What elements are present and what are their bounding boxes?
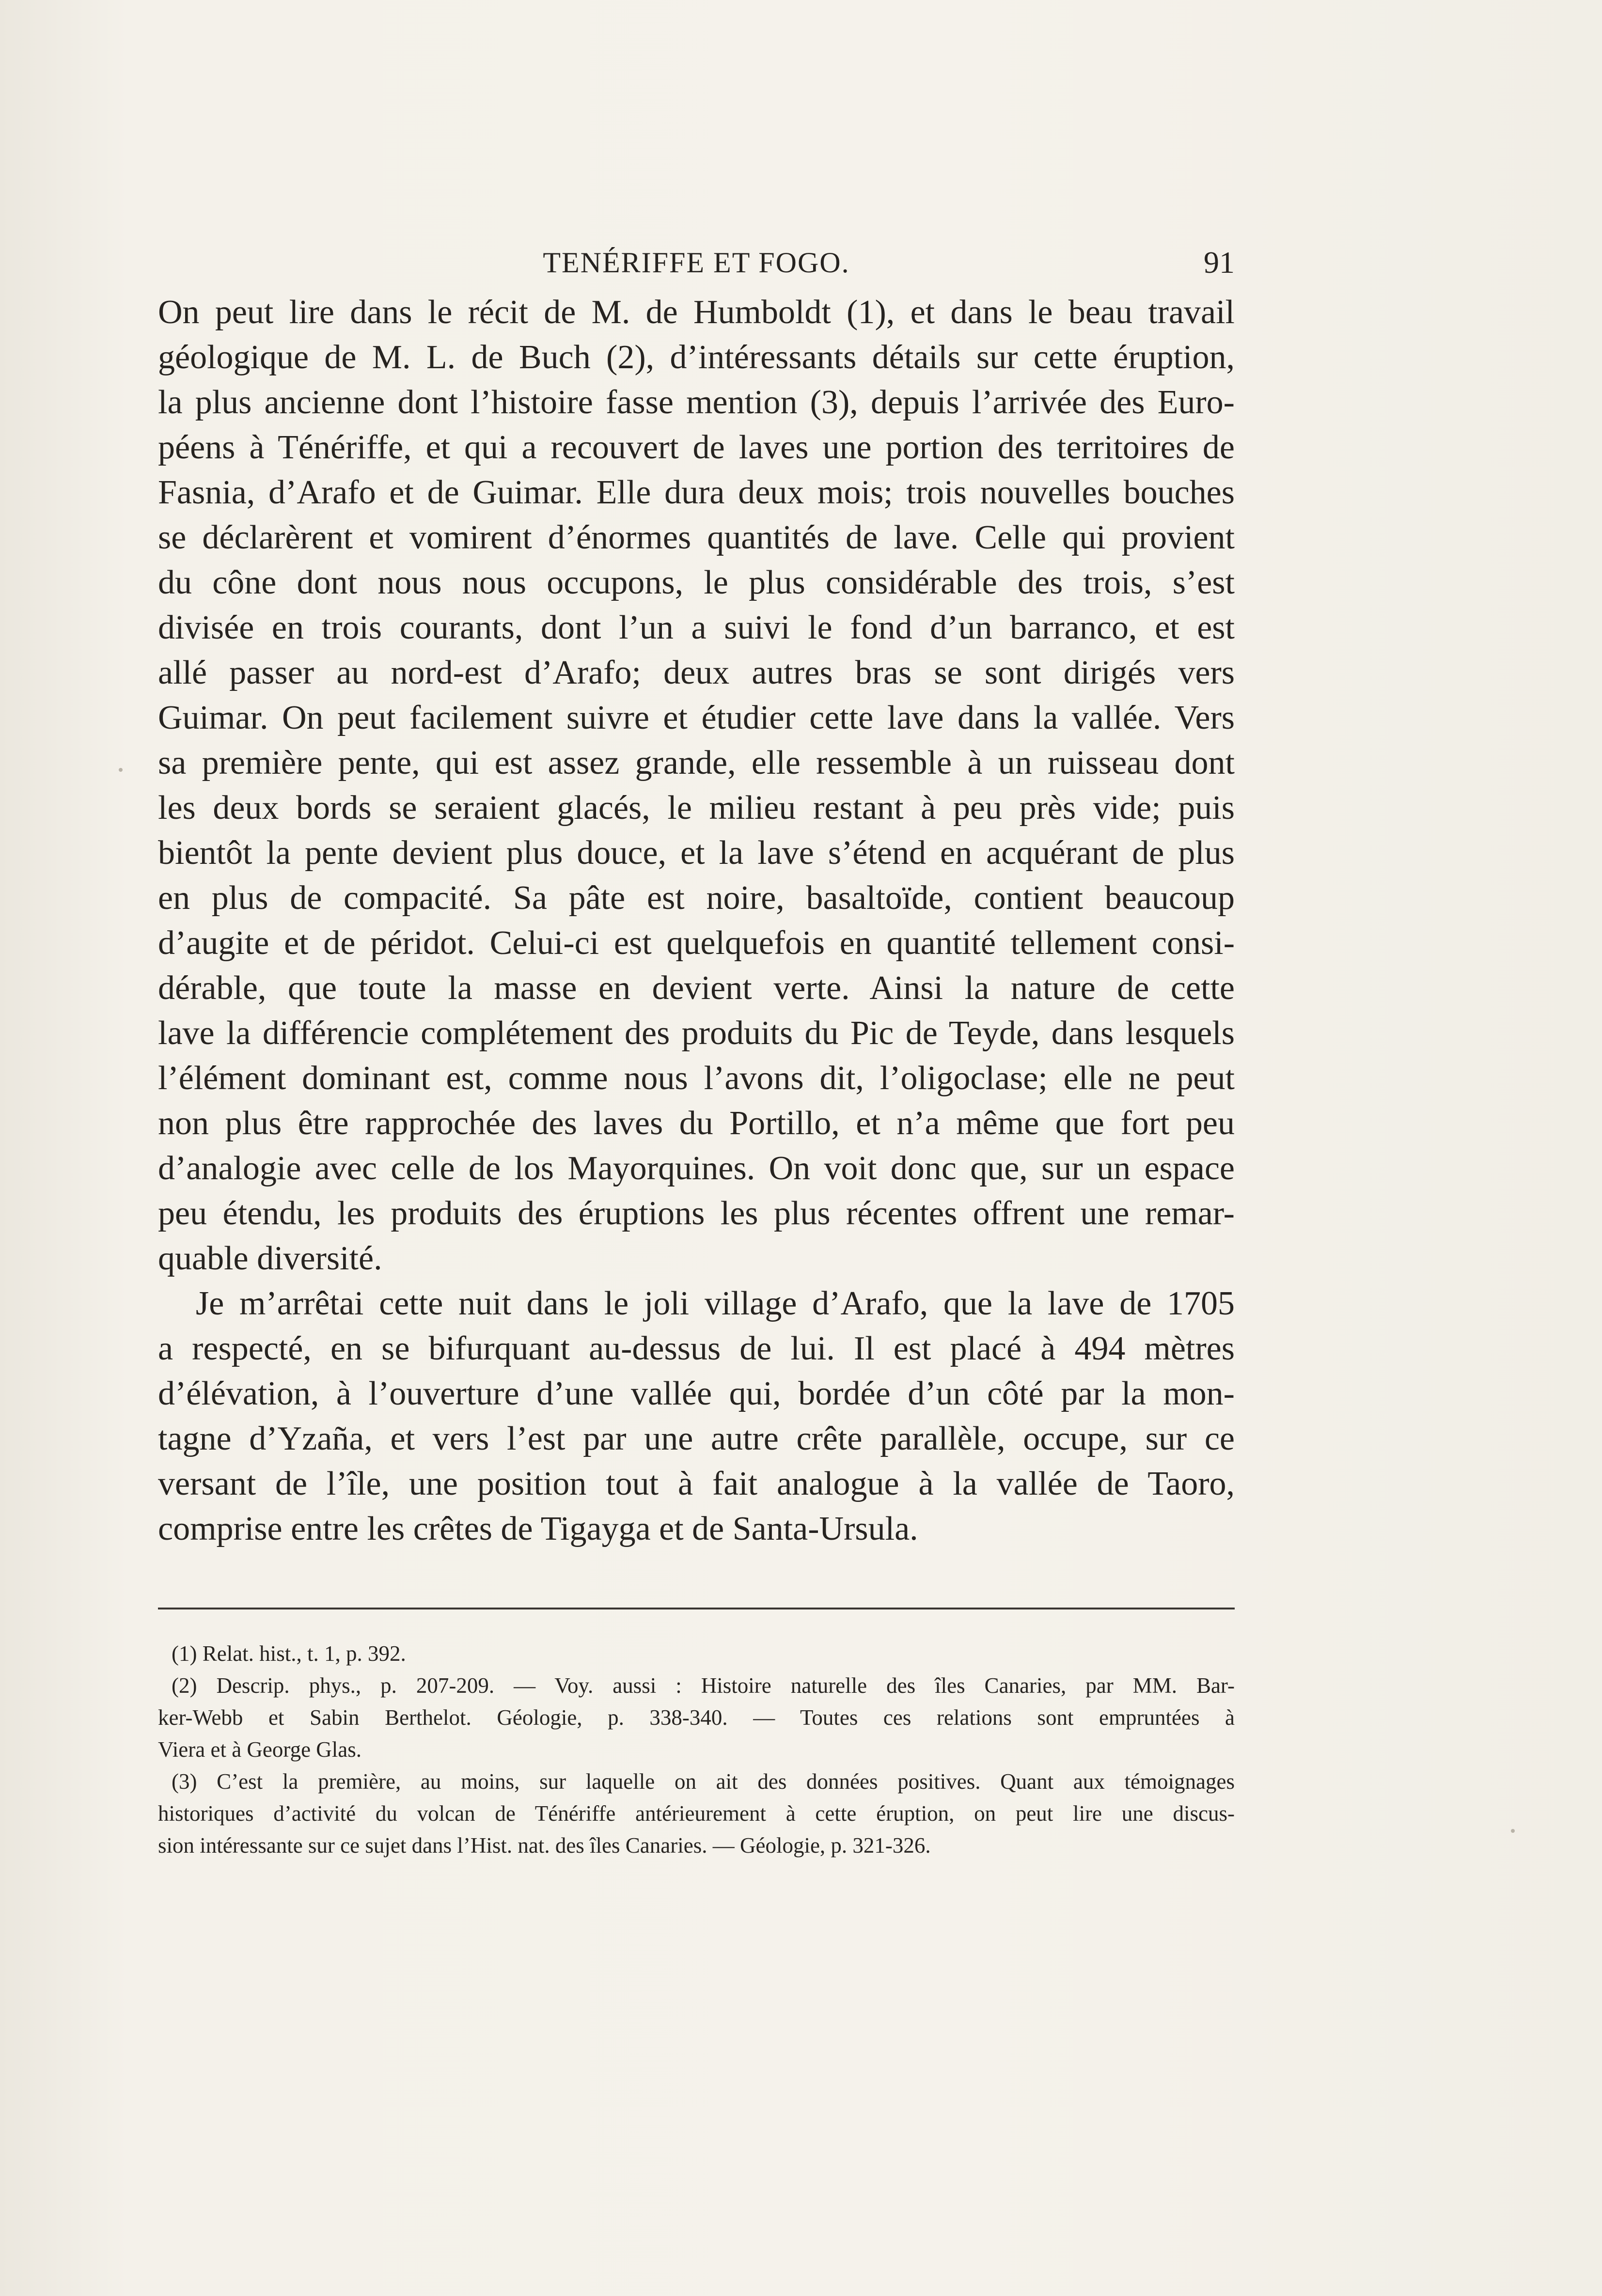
text-line: d’augite et de péridot. Celui-ci est quelquefois en quantité tellement consi- [158, 924, 1235, 962]
paper-speck [1511, 1829, 1515, 1833]
text-line: d’analogie avec celle de los Mayorquines. On voit donc que, sur un espace [158, 1150, 1235, 1187]
running-head [158, 243, 1235, 282]
text-line: versant de l’île, une position tout à fait analogue à la vallée de Taoro, [158, 1465, 1235, 1502]
text-line: Guimar. On peut facilement suivre et étudier cette lave dans la vallée. Vers [158, 699, 1235, 736]
page-number: 91 [1204, 245, 1235, 280]
running-title: TENÉRIFFE ET FOGO. [543, 247, 850, 279]
text-line: géologique de M. L. de Buch (2), d’intéressants détails sur cette éruption, [158, 339, 1235, 376]
text-line: d’élévation, à l’ouverture d’une vallée qui, bordée d’un côté par la mon- [158, 1375, 1235, 1412]
text-line: se déclarèrent et vomirent d’énormes quantités de lave. Celle qui provient [158, 519, 1235, 556]
body-text [158, 290, 1235, 1551]
text-line: quable diversité. [158, 1240, 382, 1277]
text-line: les deux bords se seraient glacés, le milieu restant à peu près vide; puis [158, 789, 1235, 827]
text-line: divisée en trois courants, dont l’un a suivi le fond d’un barranco, et est [158, 609, 1235, 646]
text-line: Je m’arrêtai cette nuit dans le joli village d’Arafo, que la lave de 1705 [196, 1285, 1235, 1322]
text-line: bientôt la pente devient plus douce, et la lave s’étend en acquérant de plus [158, 834, 1235, 872]
text-line: dérable, que toute la masse en devient verte. Ainsi la nature de cette [158, 969, 1235, 1007]
text-line: non plus être rapprochée des laves du Portillo, et n’a même que fort peu [158, 1105, 1235, 1142]
text-line: On peut lire dans le récit de M. de Humboldt (1), et dans le beau travail [158, 294, 1235, 331]
text-line: la plus ancienne dont l’histoire fasse mention (3), depuis l’arrivée des Euro- [158, 384, 1235, 421]
footnote-line: (1) Relat. hist., t. 1, p. 392. [172, 1641, 406, 1666]
footnote-line: ker-Webb et Sabin Berthelot. Géologie, p. 338-340. — Toutes ces relations sont empruntées à [158, 1705, 1235, 1730]
text-line: sa première pente, qui est assez grande, elle ressemble à un ruisseau dont [158, 744, 1235, 781]
text-line: comprise entre les crêtes de Tigayga et de Santa-Ursula. [158, 1510, 918, 1547]
text-line: allé passer au nord-est d’Arafo; deux autres bras se sont dirigés vers [158, 654, 1235, 691]
text-line: lave la différencie complétement des produits du Pic de Teyde, dans lesquels [158, 1015, 1235, 1052]
footnote-line: Viera et à George Glas. [158, 1737, 362, 1762]
footnotes [158, 1638, 1235, 1861]
footnote-line: historiques d’activité du volcan de Ténériffe antérieurement à cette éruption, on peut lire une discus- [158, 1801, 1235, 1826]
footnote-line: (3) C’est la première, au moins, sur laquelle on ait des données positives. Quant aux témoignages [172, 1769, 1235, 1794]
text-line: l’élément dominant est, comme nous l’avons dit, l’oligoclase; elle ne peut [158, 1060, 1235, 1097]
text-line: péens à Ténériffe, et qui a recouvert de laves une portion des territoires de [158, 429, 1235, 466]
text-line: a respecté, en se bifurquant au-dessus de lui. Il est placé à 494 mètres [158, 1330, 1235, 1367]
footnote-rule [158, 1608, 1235, 1609]
text-line: Fasnia, d’Arafo et de Guimar. Elle dura deux mois; trois nouvelles bouches [158, 474, 1235, 511]
text-line: du cône dont nous nous occupons, le plus considérable des trois, s’est [158, 564, 1235, 601]
footnote-line: (2) Descrip. phys., p. 207-209. — Voy. aussi : Histoire naturelle des îles Canaries, par MM. Bar- [172, 1673, 1235, 1698]
paper-speck [119, 768, 123, 772]
text-line: peu étendu, les produits des éruptions les plus récentes offrent une remar- [158, 1195, 1235, 1232]
text-line: en plus de compacité. Sa pâte est noire, basaltoïde, contient beaucoup [158, 879, 1235, 917]
footnote-line: sion intéressante sur ce sujet dans l’Hist. nat. des îles Canaries. — Géologie, p. 321-326. [158, 1833, 931, 1858]
text-line: tagne d’Yzaña, et vers l’est par une autre crête parallèle, occupe, sur ce [158, 1420, 1235, 1457]
